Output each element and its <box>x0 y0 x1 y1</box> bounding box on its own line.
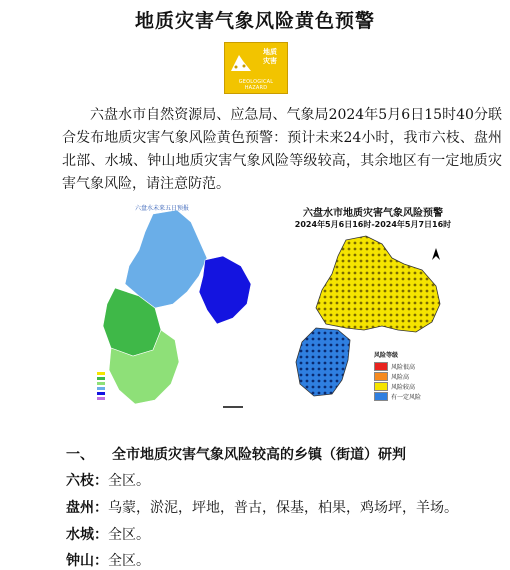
legend-item-very-high: 风险很高 <box>374 361 454 371</box>
landslide-icon <box>229 47 253 75</box>
item-zhongshan: 钟山：全区。 <box>66 553 150 569</box>
right-map-title: 六盘水市地质灾害气象风险预警 <box>303 208 443 219</box>
badge-en-text: GEOLOGICAL HAZARD <box>238 79 274 91</box>
map-region-east <box>199 256 251 324</box>
north-arrow-icon <box>432 248 440 260</box>
legend-swatch <box>374 382 388 391</box>
risk-region-blue <box>296 328 350 396</box>
right-risk-map <box>286 204 460 422</box>
legend-item-moderately-high: 风险较高 <box>374 381 454 391</box>
legend-item-high: 风险高 <box>374 371 454 381</box>
badge-cn-text: 地质 灾害 <box>263 48 277 65</box>
right-map-subtitle: 2024年5月6日16时-2024年5月7日16时 <box>294 220 452 229</box>
legend-title: 风险等级 <box>374 352 399 359</box>
item-liuzhi: 六枝：全区。 <box>66 473 150 489</box>
left-map-legend <box>97 372 105 400</box>
item-shuicheng: 水城：全区。 <box>66 527 150 543</box>
page-title: 地质灾害气象风险黄色预警 <box>134 10 375 32</box>
legend-swatch <box>374 372 388 381</box>
map-region-north <box>125 210 207 308</box>
left-map-title: 六盘水未来五日预报 <box>135 205 190 212</box>
warning-paragraph: 六盘水市自然资源局、应急局、气象局2024年5月6日15时40分联合发布地质灾害气象风险黄色预警：预计未来24小时，我市六枝、盘州北部、水城、钟山地质灾害气象风险等级较高，其余地区有一定地质灾害气象风险，请注意防范。 <box>62 107 502 192</box>
item-panzhou: 盘州：乌蒙，淤泥，坪地，普古，保基，柏果，鸡场坪，羊场。 <box>66 500 458 516</box>
left-forecast-map <box>95 200 255 418</box>
legend-swatch <box>374 362 388 371</box>
legend-swatch <box>374 392 388 401</box>
legend-item-some: 有一定风险 <box>374 391 454 401</box>
section-heading: 一、 全市地质灾害气象风险较高的乡镇（街道）研判 <box>66 447 406 463</box>
risk-legend <box>374 350 454 401</box>
yellow-warning-badge <box>224 42 288 94</box>
risk-region-yellow <box>316 236 440 332</box>
